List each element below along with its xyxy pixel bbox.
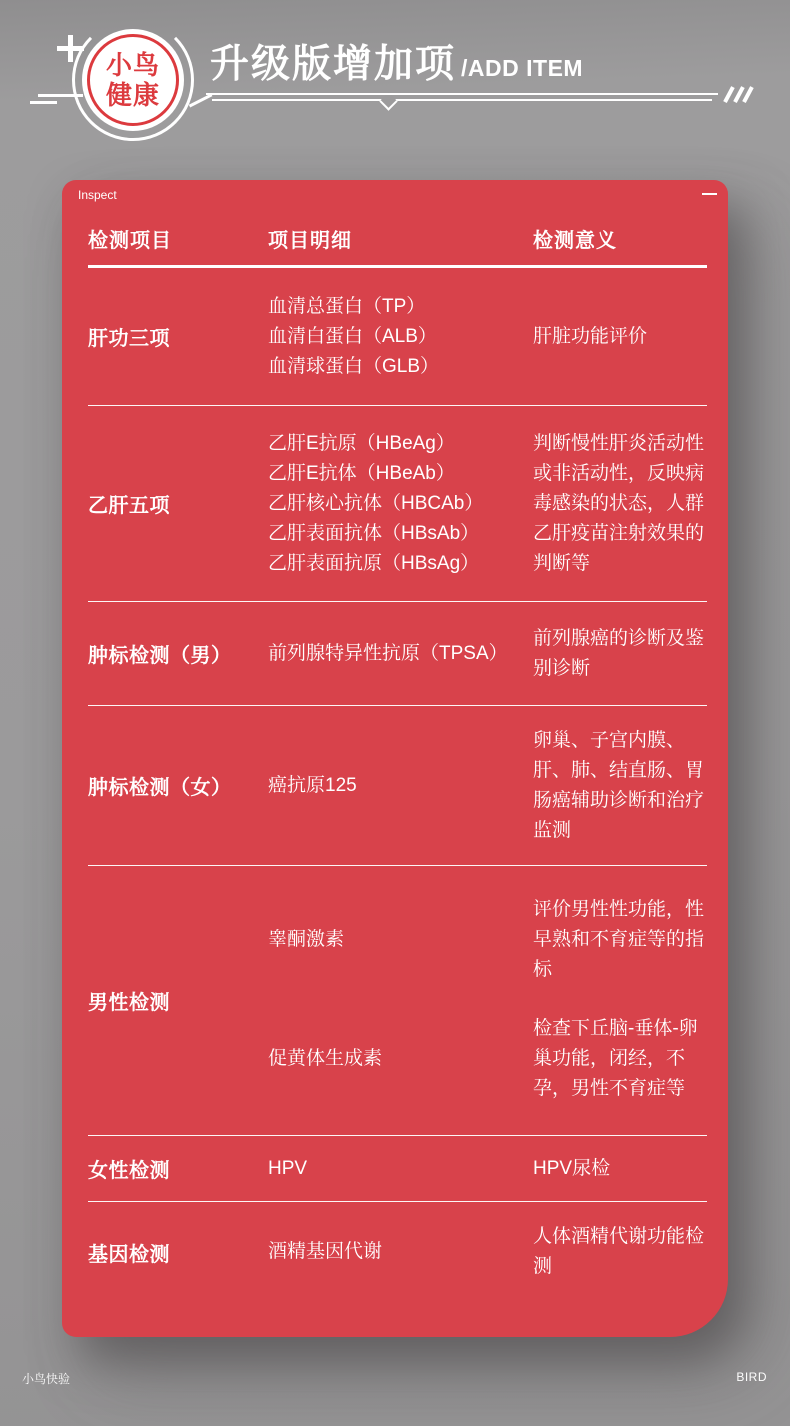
header-divider-left-top [38, 94, 83, 97]
header-divider-right-bottom [212, 99, 712, 102]
brand-logo [82, 29, 184, 131]
table-row [88, 406, 707, 602]
row-group [268, 268, 707, 405]
detail-line: 血清白蛋白（ALB） [268, 325, 437, 347]
row-group [268, 406, 707, 601]
column-header-item: 检测项目 [88, 230, 172, 252]
detail-line: 促黄体生成素 [268, 1048, 383, 1070]
row-details [268, 1044, 533, 1074]
test-items-card [62, 180, 728, 1337]
detail-line: 血清总蛋白（TP） [268, 295, 426, 317]
row-details [268, 925, 533, 955]
detail-line: 乙肝表面抗原（HBsAg） [268, 552, 480, 574]
page-title-block [210, 44, 583, 86]
table-row [88, 268, 707, 406]
detail-line: 乙肝E抗体（HBeAb） [268, 462, 455, 484]
row-item-label: 肝功三项 [88, 328, 170, 350]
row-group [268, 866, 707, 1000]
row-meaning: 评价男性性功能，性早熟和不育症等的指标 [533, 898, 705, 980]
row-meaning: 判断慢性肝炎活动性或非活动性，反映病毒感染的状态，人群乙肝疫苗注射效果的判断等 [533, 432, 705, 574]
row-group [268, 1000, 707, 1136]
row-groups [268, 1202, 707, 1302]
row-meaning: 前列腺癌的诊断及鉴别诊断 [533, 627, 705, 679]
minimize-button[interactable] [696, 184, 722, 204]
brand-logo-line1: 小鸟 [105, 49, 160, 80]
row-meaning: 卵巢、子宫内膜、肝、肺、结直肠、胃肠癌辅助诊断和治疗监测 [533, 729, 705, 841]
detail-line: 前列腺特异性抗原（TPSA） [268, 642, 508, 664]
table-row [88, 706, 707, 866]
table-row [88, 1202, 707, 1302]
brand-logo-line2: 健康 [105, 79, 160, 110]
row-details [268, 639, 533, 669]
inspect-label: Inspect [78, 188, 117, 202]
detail-line: 癌抗原125 [268, 774, 357, 796]
header-slashes-decoration [727, 86, 750, 103]
row-group [268, 1202, 707, 1302]
row-details [268, 292, 533, 382]
brand-logo-text [82, 29, 184, 131]
detail-line: 乙肝E抗原（HBeAg） [268, 432, 455, 454]
row-groups [268, 406, 707, 601]
row-group [268, 1136, 707, 1201]
detail-line: HPV [268, 1157, 308, 1179]
table-header-row [88, 216, 707, 268]
table-row [88, 1136, 707, 1202]
row-group [268, 602, 707, 705]
row-item-label: 乙肝五项 [88, 495, 170, 517]
detail-line: 酒精基因代谢 [268, 1241, 383, 1262]
row-details [268, 429, 533, 579]
test-table [88, 216, 707, 1337]
row-item-label: 男性检测 [88, 992, 170, 1014]
column-header-details: 项目明细 [268, 230, 352, 252]
minimize-icon [702, 193, 717, 196]
detail-line: 睾酮激素 [268, 928, 345, 950]
page-title: 升级版增加项 [210, 43, 457, 86]
row-groups [268, 602, 707, 705]
row-meaning: 检查下丘脑-垂体-卵巢功能，闭经，不孕，男性不育症等 [533, 1018, 698, 1100]
row-meaning: 肝脏功能评价 [533, 325, 648, 347]
table-row [88, 602, 707, 706]
footer-brand-right: BIRD [736, 1370, 767, 1384]
header-divider-right-top [206, 93, 718, 96]
row-meaning: HPV尿检 [533, 1157, 611, 1179]
row-item-label: 肿标检测（女） [88, 777, 232, 799]
footer-brand-left: 小鸟快验 [22, 1372, 71, 1386]
row-details [268, 771, 533, 801]
row-groups [268, 1136, 707, 1201]
row-groups [268, 706, 707, 865]
row-item-label: 女性检测 [88, 1160, 170, 1182]
detail-line: 乙肝表面抗体（HBsAb） [268, 522, 480, 544]
header-divider-notch [379, 92, 397, 110]
detail-line: 乙肝核心抗体（HBCAb） [268, 492, 484, 514]
row-groups [268, 866, 707, 1135]
row-item-label: 肿标检测（男） [88, 645, 232, 667]
table-row [88, 866, 707, 1136]
row-meaning: 人体酒精代谢功能检测 [533, 1226, 705, 1277]
detail-line: 血清球蛋白（GLB） [268, 355, 440, 377]
row-details [268, 1237, 533, 1267]
row-groups [268, 268, 707, 405]
test-table-body [88, 268, 707, 1302]
page-subtitle: /ADD ITEM [461, 55, 584, 82]
row-group [268, 706, 707, 865]
column-header-meaning: 检测意义 [533, 230, 617, 252]
header-divider-diagonal [189, 93, 212, 107]
header-divider-left-bottom [30, 101, 57, 104]
row-details [268, 1154, 533, 1184]
row-item-label: 基因检测 [88, 1243, 170, 1266]
slash-icon [742, 86, 753, 103]
